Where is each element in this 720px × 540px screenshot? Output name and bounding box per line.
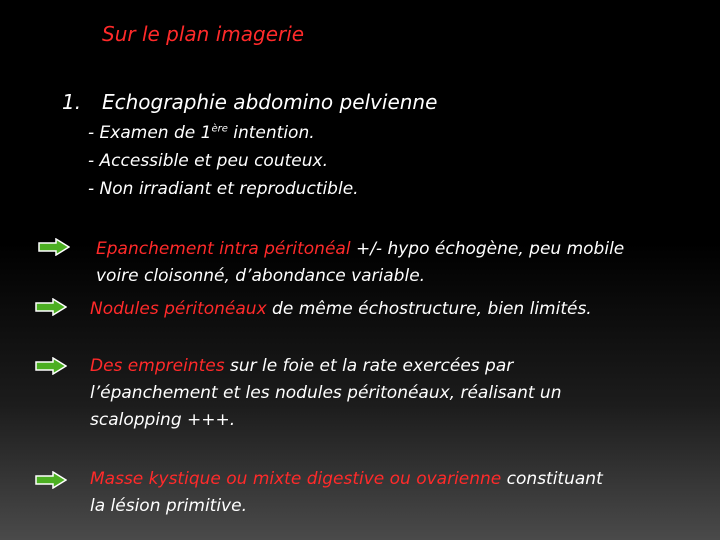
arrow-right-icon <box>35 298 67 316</box>
finding-effusion <box>96 236 624 290</box>
finding-mass-highlight: Masse kystique ou mixte digestive ou ovarienne <box>90 469 502 489</box>
arrow-right-icon <box>35 471 67 489</box>
finding-text: voire cloisonné, d’abondance variable. <box>96 266 426 286</box>
section-number: 1. <box>62 90 82 114</box>
finding-mass <box>90 466 603 520</box>
finding-nodules <box>90 296 592 323</box>
finding-effusion-highlight: Epanchement intra péritonéal <box>96 239 351 259</box>
bullet-superscript: ère <box>211 123 228 135</box>
finding-imprints-highlight: Des empreintes <box>90 356 225 376</box>
finding-text: scalopping +++. <box>90 410 236 430</box>
section-heading-text: Echographie abdomino pelvienne <box>102 90 438 114</box>
finding-text: sur le foie et la rate exercées par <box>224 356 514 376</box>
finding-text: +/- hypo échogène, peu mobile <box>350 239 625 259</box>
finding-text: de même échostructure, bien limités. <box>266 299 592 319</box>
finding-nodules-highlight: Nodules péritonéaux <box>90 299 267 319</box>
finding-text: l’épanchement et les nodules péritonéaux, réalisant un <box>90 383 562 403</box>
bullet-text: - Examen de 1 <box>88 123 212 143</box>
bullet-non-irradiant: - Non irradiant et reproductible. <box>88 179 359 199</box>
slide-title: Sur le plan imagerie <box>102 22 305 46</box>
arrow-right-icon <box>35 357 67 375</box>
bullet-accessible: - Accessible et peu couteux. <box>88 151 328 171</box>
section-heading <box>62 90 437 114</box>
arrow-right-icon <box>38 238 70 256</box>
bullet-text: intention. <box>227 123 315 143</box>
finding-text: constituant <box>501 469 603 489</box>
finding-text: la lésion primitive. <box>90 496 247 516</box>
finding-imprints <box>90 353 561 434</box>
bullet-first-intention <box>88 123 315 143</box>
